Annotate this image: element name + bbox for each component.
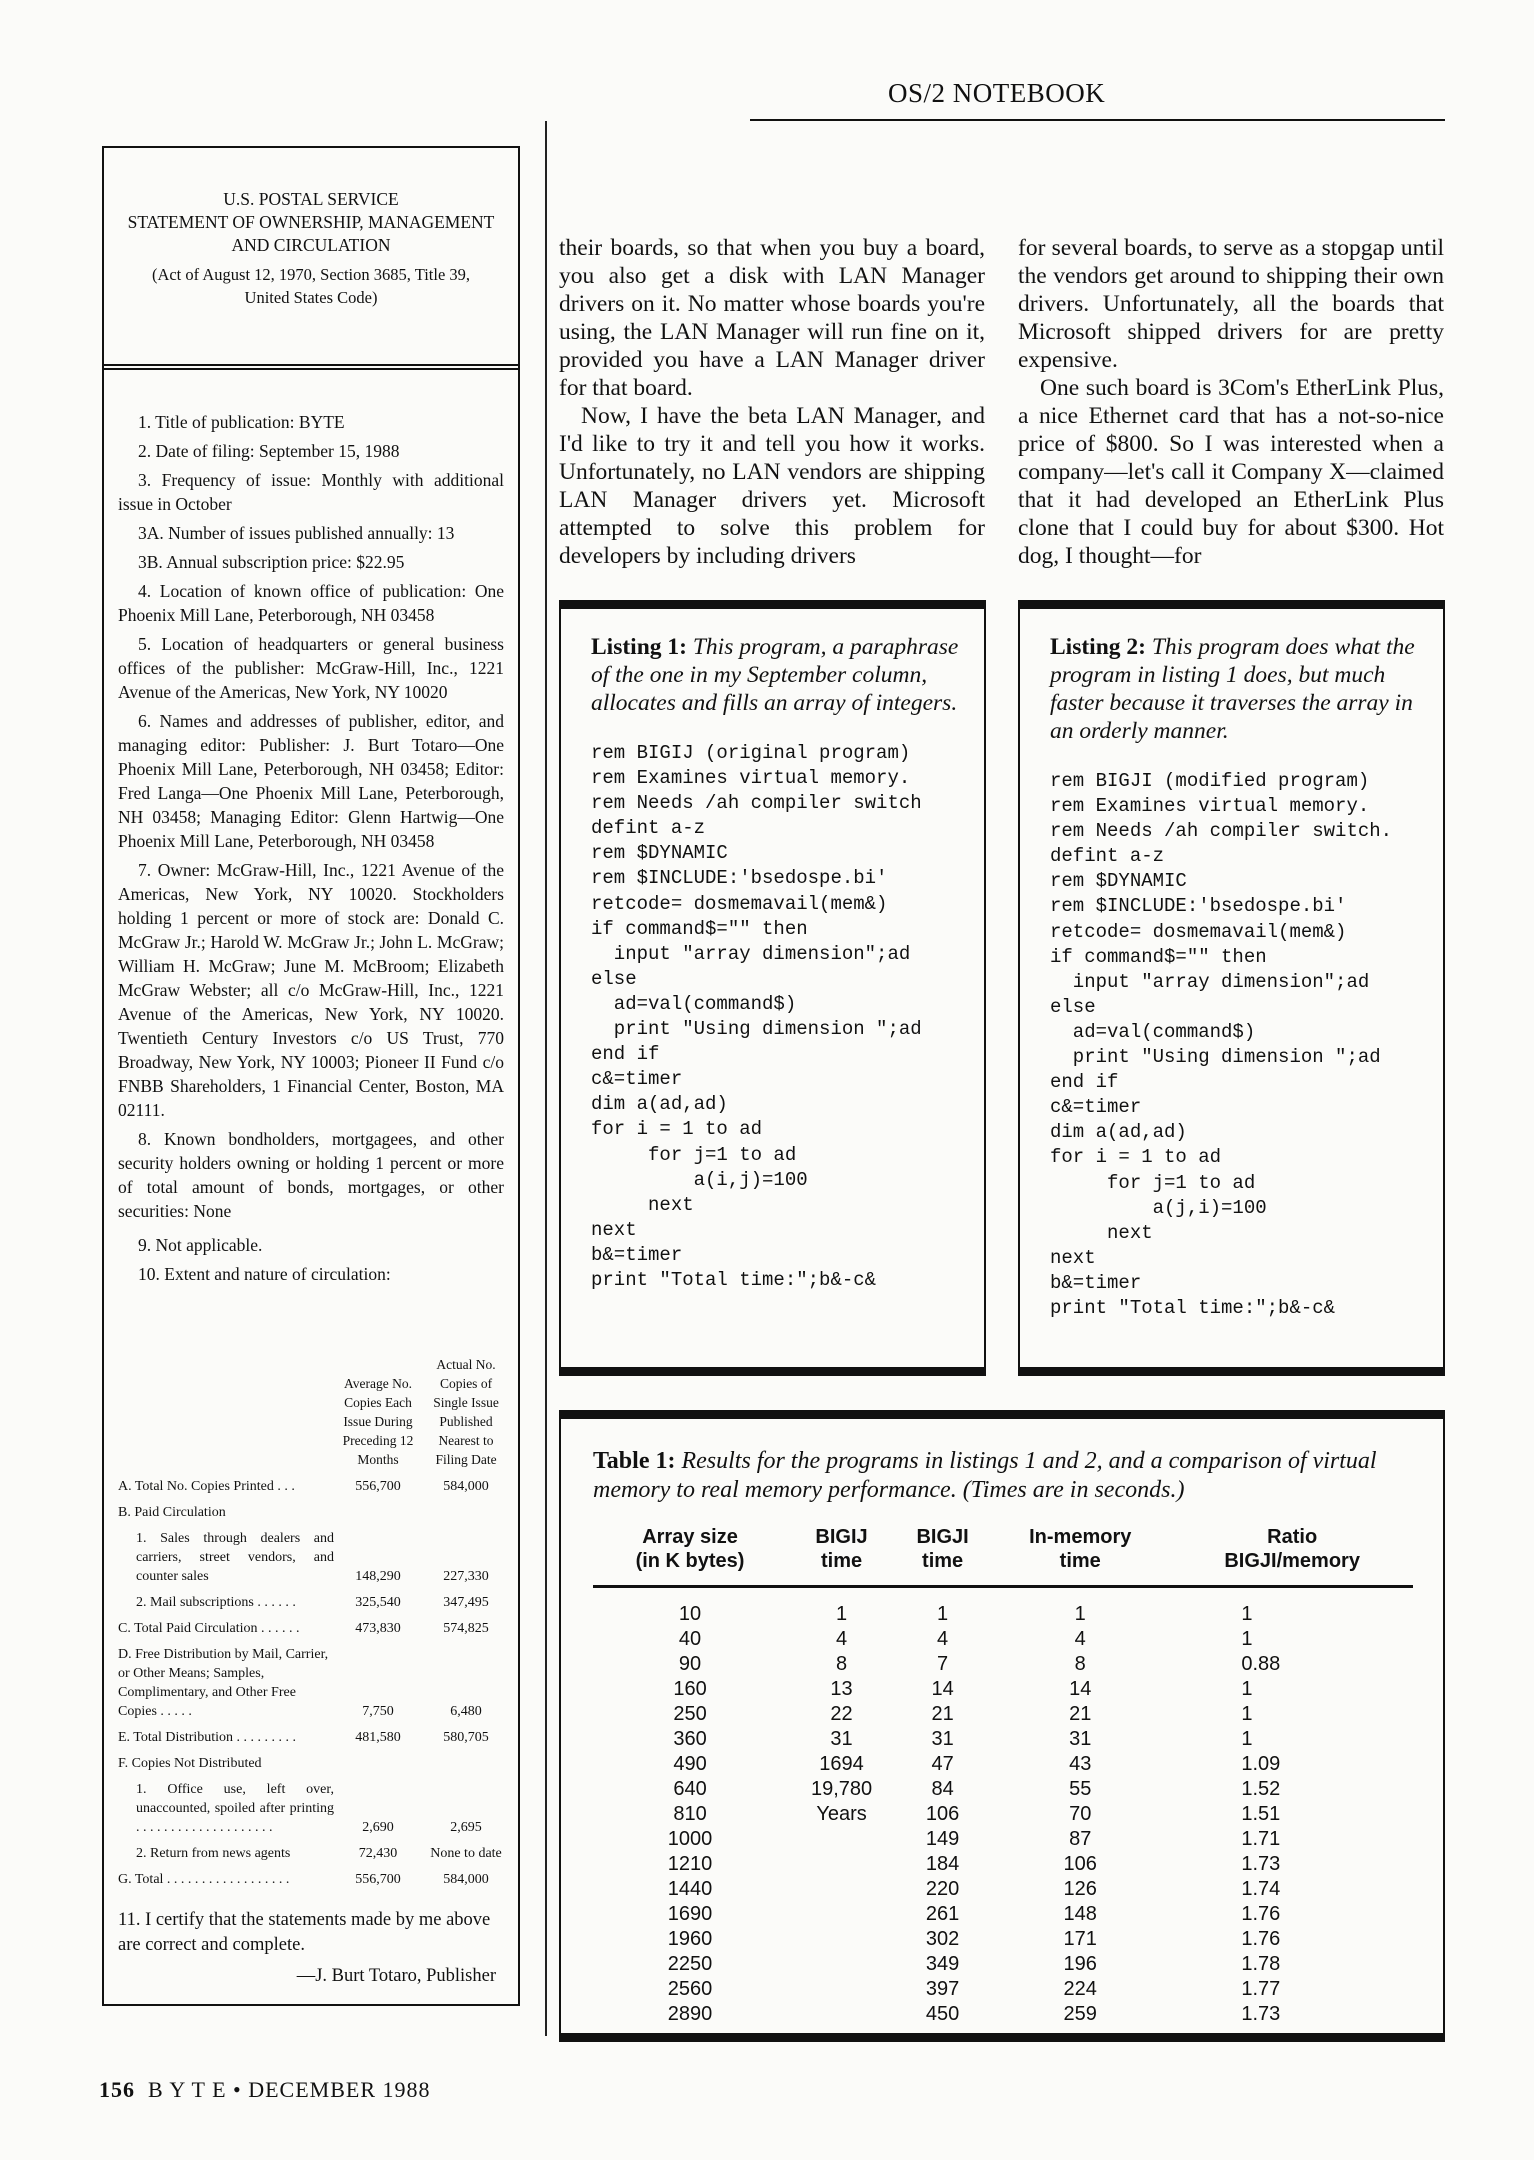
table-row [593, 1587, 1413, 1628]
circulation-actual: 584,000 [443, 1872, 489, 1887]
postal-item: 3A. Number of issues published annually: 13 [138, 523, 455, 543]
table-cell: 106 [925, 1803, 960, 1825]
issue-date: DECEMBER 1988 [248, 2077, 431, 2102]
table-row [593, 1927, 1413, 1952]
circulation-table [118, 1355, 510, 1894]
column-header-line: time [820, 1550, 863, 1572]
table-row [593, 1777, 1413, 1802]
table-cell: 360 [673, 1728, 707, 1750]
listing-caption [591, 633, 964, 717]
table-cell: 1 [835, 1603, 848, 1625]
article-column-2 [1018, 234, 1444, 570]
column-header-line: time [922, 1550, 964, 1572]
column-header [989, 1525, 1171, 1587]
circulation-label: C. Total Paid Circulation . . . . . . [118, 1621, 300, 1636]
table-cell: 1210 [667, 1853, 713, 1875]
postal-items [118, 410, 504, 1291]
table-cell: 1 [1241, 1703, 1253, 1725]
table-cell: 7 [937, 1653, 949, 1675]
postal-item: 8. Known bondholders, mortgagees, and other security holders owning or holding 1 percent or more of total amount of bonds, mortgages, or other securities: None [118, 1129, 504, 1221]
circulation-avg: 148,290 [355, 1569, 401, 1584]
table-cell: 1694 [819, 1753, 864, 1775]
table-cell: 1690 [667, 1903, 713, 1925]
table-cell [787, 1902, 896, 1927]
table-cell: 22 [830, 1703, 853, 1725]
circulation-row [118, 1726, 510, 1752]
circulation-avg: 72,430 [358, 1846, 398, 1861]
page-footer [99, 2077, 431, 2103]
column-header-line: time [1059, 1550, 1101, 1572]
table-cell: 4 [937, 1628, 949, 1650]
article-column-1 [559, 234, 985, 570]
table-row [593, 1652, 1413, 1677]
table-cell: 261 [925, 1903, 960, 1925]
table-cell: 349 [925, 1953, 960, 1975]
column-header-line: BIGJI/memory [1224, 1550, 1360, 1572]
column-header [896, 1525, 989, 1587]
circulation-row [118, 1501, 510, 1527]
table-cell [787, 1952, 896, 1977]
postal-item: 4. Location of known office of publication: One Phoenix Mill Lane, Peterborough, NH 03458 [118, 581, 504, 625]
table-cell: 31 [830, 1728, 853, 1750]
table-cell: 31 [931, 1728, 954, 1750]
table-cell: 224 [1063, 1978, 1097, 2000]
table-cell: 55 [1069, 1778, 1092, 1800]
table-cell: 70 [1069, 1803, 1092, 1825]
table-cell: 84 [931, 1778, 954, 1800]
listing-caption-text: This program, a paraphrase of the one in my September column, allocates and fills an array of integers. [591, 634, 959, 716]
table-cell: 250 [673, 1703, 707, 1725]
circulation-label: 1. Office use, left over, unaccounted, spoiled after printing . . . . . . . . . . . . . . . . . . . . [136, 1782, 334, 1835]
table-cell: 31 [1069, 1728, 1092, 1750]
table-cell: 2890 [667, 2003, 713, 2025]
column-header [1171, 1525, 1413, 1587]
table-cell: 13 [830, 1678, 853, 1700]
listing-1 [559, 600, 986, 1376]
table-cell: 21 [1069, 1703, 1092, 1725]
table-cell: 196 [1063, 1953, 1097, 1975]
certify-text: 11. I certify that the statements made by me above are correct and complete. [118, 1910, 491, 1955]
postal-heading-line: AND CIRCULATION [231, 235, 391, 255]
separator: • [233, 2077, 242, 2102]
table-row [593, 1902, 1413, 1927]
circulation-row [118, 1643, 510, 1726]
table-cell: 4 [835, 1628, 848, 1650]
table-cell: 640 [673, 1778, 707, 1800]
table-row [593, 1727, 1413, 1752]
table-cell: 397 [925, 1978, 960, 2000]
table-cell: 21 [931, 1703, 954, 1725]
column-header-line: Ratio [1267, 1526, 1318, 1548]
table-cell: 10 [678, 1603, 702, 1625]
section-header: OS/2 NOTEBOOK [888, 78, 1106, 108]
listing-caption-text: This program does what the program in listing 1 does, but much faster because it traverses the array in an orderly manner. [1050, 634, 1415, 744]
circulation-row [118, 1778, 510, 1842]
table-caption [593, 1447, 1413, 1505]
circulation-avg: 2,690 [362, 1820, 394, 1835]
table-cell: 40 [678, 1628, 702, 1650]
circulation-row [118, 1475, 510, 1501]
listing-label: Listing 1: [591, 634, 687, 660]
table-cell: 0.88 [1241, 1653, 1281, 1675]
table-cell: Years [816, 1803, 867, 1825]
table-row [593, 1627, 1413, 1652]
table-cell: 1.76 [1241, 1928, 1281, 1950]
table-cell: 43 [1069, 1753, 1092, 1775]
postal-heading [104, 148, 518, 309]
table-1 [559, 1410, 1445, 2042]
table-row [593, 1802, 1413, 1827]
circulation-actual: 347,495 [443, 1595, 489, 1610]
circulation-avg: 556,700 [355, 1872, 401, 1887]
circulation-label: 1. Sales through dealers and carriers, street vendors, and counter sales [136, 1531, 334, 1584]
column-header-line: BIGJI [916, 1526, 969, 1548]
circulation-label: B. Paid Circulation [118, 1505, 226, 1520]
listing-label: Listing 2: [1050, 634, 1146, 660]
circulation-actual: 6,480 [450, 1704, 482, 1719]
table-cell: 1440 [667, 1878, 713, 1900]
table-cell: 450 [925, 2003, 960, 2025]
table-cell: 1 [1074, 1603, 1086, 1625]
circulation-avg: 473,830 [355, 1621, 401, 1636]
table-cell: 2250 [667, 1953, 713, 1975]
circulation-label: 2. Return from news agents [136, 1846, 291, 1861]
table-cell: 47 [931, 1753, 954, 1775]
column-header-line: In-memory [1029, 1526, 1132, 1548]
table-cell: 302 [925, 1928, 960, 1950]
table-cell: 149 [925, 1828, 960, 1850]
table-row [593, 1977, 1413, 2002]
table-row [593, 1952, 1413, 1977]
table-row [593, 1827, 1413, 1852]
header-rule [750, 119, 1445, 121]
table-cell: 106 [1063, 1853, 1097, 1875]
table-cell: 2560 [667, 1978, 713, 2000]
column-header-line: (in K bytes) [635, 1550, 745, 1572]
circulation-avg: 325,540 [355, 1595, 401, 1610]
table-cell [787, 2002, 896, 2027]
table-cell: 87 [1069, 1828, 1092, 1850]
table-cell: 8 [835, 1653, 848, 1675]
table-cell: 490 [673, 1753, 707, 1775]
postal-item: 1. Title of publication: BYTE [138, 412, 345, 432]
col-actual-header: Actual No. Copies of Single Issue Published Nearest to Filing Date [433, 1357, 499, 1467]
table-row [593, 1677, 1413, 1702]
postal-item: 3B. Annual subscription price: $22.95 [138, 552, 405, 572]
postal-heading-line: STATEMENT OF OWNERSHIP, MANAGEMENT [127, 212, 495, 232]
table-caption-text: Results for the programs in listings 1 and 2, and a comparison of virtual memory to real memory performance. (Times are in seconds.) [593, 1448, 1377, 1503]
circulation-avg: 481,580 [355, 1730, 401, 1745]
circulation-label: 2. Mail subscriptions . . . . . . [136, 1595, 296, 1610]
circulation-actual: 2,695 [450, 1820, 482, 1835]
listing-code: rem BIGIJ (original program) rem Examines virtual memory. rem Needs /ah compiler switch defint a-z rem $DYNAMIC rem $INCLUDE:'bsedospe.bi' retcode= dosmemavail(mem&) if command$="" then input "array dimension";ad else ad=val(command$) print "Using dimension ";ad end if c&=timer dim a(ad,ad) for i = 1 to ad for j=1 to ad a(i,j)=100 next next b&=timer print "Total time:";b&-c& [591, 742, 922, 1291]
table-cell: 1000 [667, 1828, 713, 1850]
postal-item: 3. Frequency of issue: Monthly with additional issue in October [118, 470, 504, 514]
table-cell: 1 [1241, 1628, 1253, 1650]
circulation-row [118, 1591, 510, 1617]
table-cell: 1960 [667, 1928, 713, 1950]
table-row [593, 2002, 1413, 2027]
table-cell: 14 [1069, 1678, 1092, 1700]
circulation-avg: 7,750 [362, 1704, 394, 1719]
column-header [593, 1525, 787, 1587]
postal-item: 5. Location of headquarters or general business offices of the publisher: McGraw-Hill, Inc., 1221 Avenue of the Americas, New York, NY 10020 [118, 634, 504, 702]
circulation-row [118, 1617, 510, 1643]
table-cell: 1.78 [1241, 1953, 1281, 1975]
table-row [593, 1752, 1413, 1777]
table-cell: 8 [1074, 1653, 1086, 1675]
table-cell [787, 1927, 896, 1952]
table-cell: 4 [1074, 1628, 1086, 1650]
postal-item: 7. Owner: McGraw-Hill, Inc., 1221 Avenue of the Americas, New York, NY 10020. Stockholders holding 1 percent or more of stock are: Donald C. McGraw Jr.; Harold W. McGraw Jr.; John L. McGraw; William H. McGraw; June M. McBroom; Elizabeth McGraw Webster; all c/o McGraw-Hill, Inc., 1221 Avenue of the Americas, New York, NY 10020. Twentieth Century Investors c/o US Trust, 770 Broadway, New York, NY 10003; Pioneer II Fund c/o FNBB Shareholders, 1 Financial Center, Boston, MA 02111. [118, 860, 504, 1120]
column-header-line: BIGIJ [815, 1526, 868, 1548]
table-row [593, 1852, 1413, 1877]
circulation-label: E. Total Distribution . . . . . . . . . [118, 1730, 297, 1745]
table-cell: 1.77 [1241, 1978, 1281, 2000]
table-cell [787, 1977, 896, 2002]
table-cell: 14 [931, 1678, 954, 1700]
table-cell: 126 [1063, 1878, 1097, 1900]
postal-item: 10. Extent and nature of circulation: [138, 1264, 391, 1284]
double-rule [104, 364, 518, 370]
circulation-avg [334, 1752, 422, 1778]
table-cell: 1.73 [1241, 1853, 1281, 1875]
circulation-avg: 556,700 [355, 1479, 401, 1494]
paragraph: Now, I have the beta LAN Manager, and I'd like to try it and tell you how it works. Unfortunately, no LAN vendors are shipping LAN Manager drivers yet. Microsoft attempted to solve this problem for developers by including drivers [559, 403, 985, 569]
circulation-actual: 574,825 [443, 1621, 489, 1636]
postal-act: (Act of August 12, 1970, Section 3685, Title 39, United States Code) [151, 265, 471, 307]
postal-item: 2. Date of filing: September 15, 1988 [138, 441, 400, 461]
circulation-row [118, 1527, 510, 1591]
postal-item: 9. Not applicable. [138, 1235, 263, 1255]
postal-heading-line: U.S. POSTAL SERVICE [223, 189, 399, 209]
table-cell: 1 [1241, 1678, 1253, 1700]
table-cell: 19,780 [810, 1778, 873, 1800]
listing-code: rem BIGJI (modified program) rem Examines virtual memory. rem Needs /ah compiler switch. defint a-z rem $DYNAMIC rem $INCLUDE:'bsedospe.bi' retcode= dosmemavail(mem&) if command$="" then input "array dimension";ad else ad=val(command$) print "Using dimension ";ad end if c&=timer dim a(ad,ad) for i = 1 to ad for j=1 to ad a(j,i)=100 next next b&=timer print "Total time:";b&-c& [1050, 770, 1393, 1319]
table-cell: 1.51 [1241, 1803, 1281, 1825]
postal-statement-box [102, 146, 520, 2006]
circulation-row [118, 1752, 510, 1778]
table-cell: 1.76 [1241, 1903, 1281, 1925]
table-cell: 1 [1241, 1603, 1253, 1625]
circulation-label: F. Copies Not Distributed [118, 1756, 262, 1771]
signature: —J. Burt Totaro, Publisher [296, 1966, 496, 1986]
table-label: Table 1: [593, 1448, 676, 1474]
table-row [593, 1702, 1413, 1727]
table-cell: 1.09 [1241, 1753, 1281, 1775]
table-cell: 259 [1063, 2003, 1097, 2025]
results-table [593, 1525, 1413, 2027]
column-header [787, 1525, 896, 1587]
table-cell [787, 1877, 896, 1902]
table-cell: 1 [937, 1603, 949, 1625]
table-cell: 220 [925, 1878, 960, 1900]
paragraph: One such board is 3Com's EtherLink Plus, a nice Ethernet card that has a not-so-nice price of $800. So I was interested when a company—let's call it Company X—claimed that it had developed an EtherLink Plus clone that I could buy for about $300. Hot dog, I thought—for [1018, 375, 1444, 569]
table-cell [787, 1852, 896, 1877]
table-cell: 810 [673, 1803, 707, 1825]
table-cell: 1.52 [1241, 1778, 1281, 1800]
table-cell: 1.71 [1241, 1828, 1281, 1850]
table-cell: 160 [673, 1678, 707, 1700]
table-cell: 1.73 [1241, 2003, 1281, 2025]
table-cell [787, 1827, 896, 1852]
circulation-actual [422, 1752, 510, 1778]
circulation-label: G. Total . . . . . . . . . . . . . . . . . . [118, 1872, 290, 1887]
table-row [593, 1877, 1413, 1902]
circulation-label: A. Total No. Copies Printed . . . [118, 1479, 295, 1494]
table-cell: 90 [678, 1653, 702, 1675]
magazine-name: B Y T E [148, 2077, 227, 2102]
circulation-avg [334, 1501, 422, 1527]
postal-item: 6. Names and addresses of publisher, editor, and managing editor: Publisher: J. Burt Totaro—One Phoenix Mill Lane, Peterborough, NH 03458; Editor: Fred Langa—One Phoenix Mill Lane, Peterborough, NH 03458; Managing Editor: Glenn Hartwig—One Phoenix Mill Lane, Peterborough, NH 03458 [118, 711, 504, 851]
circulation-actual: None to date [430, 1846, 502, 1861]
listing-2 [1018, 600, 1445, 1376]
circulation-label: D. Free Distribution by Mail, Carrier, or Other Means; Samples, Complimentary, and Other Free Copies . . . . . [118, 1647, 329, 1719]
circulation-actual: 227,330 [443, 1569, 489, 1584]
page-number: 156 [99, 2077, 135, 2102]
circulation-actual: 580,705 [443, 1730, 489, 1745]
table-cell: 184 [925, 1853, 960, 1875]
table-cell: 148 [1063, 1903, 1097, 1925]
col-avg-header: Average No. Copies Each Issue During Preceding 12 Months [342, 1376, 414, 1467]
certification [118, 1908, 508, 1989]
paragraph: for several boards, to serve as a stopgap until the vendors get around to shipping their own drivers. Unfortunately, all the boards that Microsoft shipped drivers for are pretty expensive. [1018, 235, 1444, 373]
circulation-actual [422, 1501, 510, 1527]
listing-caption [1050, 633, 1423, 745]
table-cell: 1.74 [1241, 1878, 1281, 1900]
table-cell: 1 [1241, 1728, 1253, 1750]
circulation-actual: 584,000 [443, 1479, 489, 1494]
table-cell: 171 [1063, 1928, 1097, 1950]
column-divider [545, 121, 547, 2036]
circulation-row [118, 1868, 510, 1894]
column-header-line: Array size [642, 1526, 738, 1548]
paragraph: their boards, so that when you buy a board, you also get a disk with LAN Manager drivers on it. No matter whose boards you're using, the LAN Manager will run fine on it, provided you have a LAN Manager driver for that board. [559, 235, 985, 401]
circulation-row [118, 1842, 510, 1868]
